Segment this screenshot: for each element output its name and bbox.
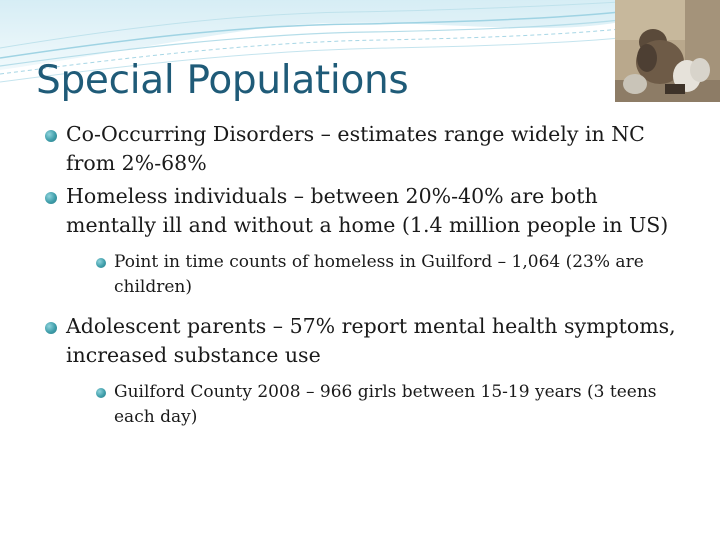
sub-bullets-homeless: [45, 250, 685, 300]
bullet-list: [45, 120, 685, 442]
bullet-adolescent-parents: Adolescent parents – 57% report mental health symptoms, increased substance use: [45, 312, 685, 370]
photo-image: [615, 0, 720, 102]
bullet-homeless: Homeless individuals – between 20%-40% are both mentally ill and without a home (1.4 million people in US): [45, 182, 685, 240]
sub-bullet-guilford-teen-births: Guilford County 2008 – 966 girls between 15-19 years (3 teens each day): [96, 380, 685, 430]
slide-title: Special Populations: [36, 58, 409, 103]
homeless-person-photo: [615, 0, 720, 102]
sub-bullets-adolescent: [45, 380, 685, 430]
sub-bullet-guilford-homeless-count: Point in time counts of homeless in Guilford – 1,064 (23% are children): [96, 250, 685, 300]
bullet-co-occurring: Co-Occurring Disorders – estimates range widely in NC from 2%-68%: [45, 120, 685, 178]
